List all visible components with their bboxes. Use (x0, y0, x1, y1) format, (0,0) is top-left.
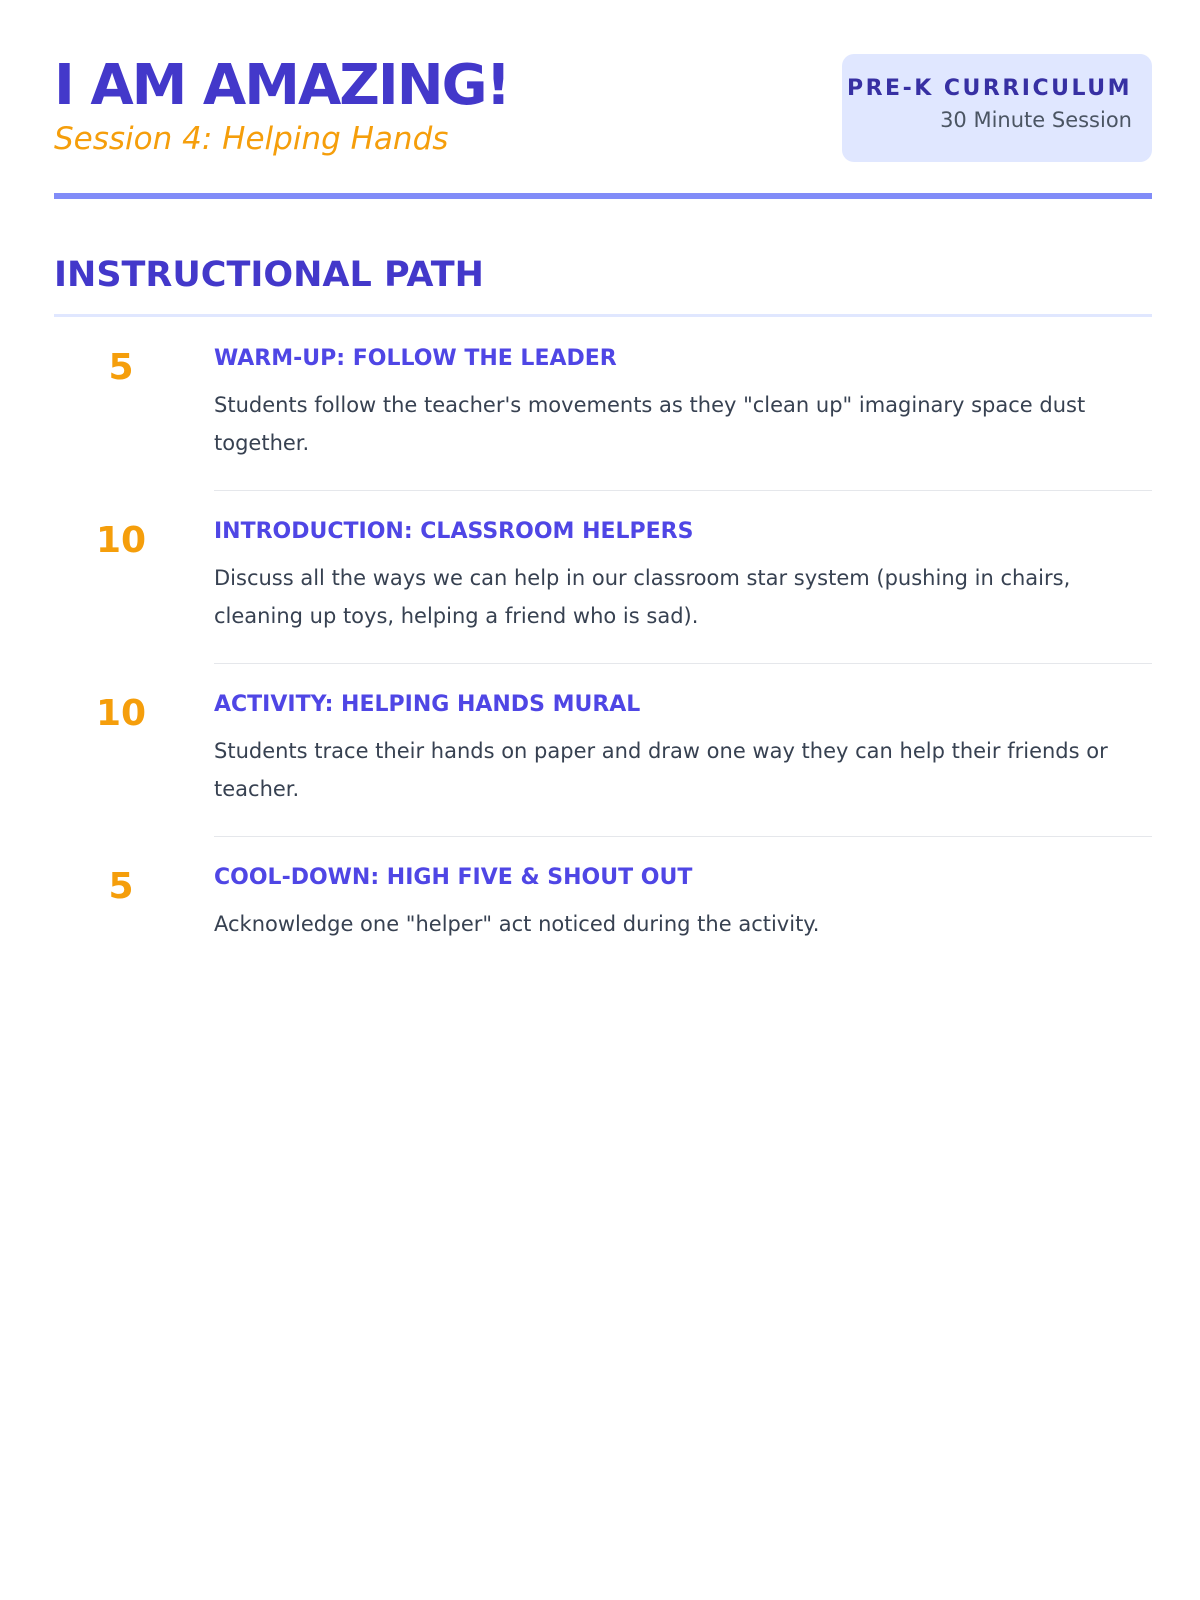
section-title: INSTRUCTIONAL PATH (54, 255, 484, 295)
step-minutes: 5 (108, 866, 134, 907)
lesson-page (54, 0, 1152, 936)
step-body (214, 344, 1152, 462)
header-divider (54, 193, 1152, 199)
page-title: I AM AMAZING! (54, 53, 510, 118)
step-body (214, 690, 1152, 808)
step-item (54, 517, 1152, 663)
step-description: Acknowledge one "helper" act noticed during the activity. (214, 912, 820, 936)
step-item (54, 344, 1152, 490)
step-minutes: 10 (95, 520, 147, 561)
step-minutes: 5 (108, 347, 134, 388)
step-title: COOL-DOWN: HIGH FIVE & SHOUT OUT (214, 865, 693, 890)
section-divider (54, 314, 1152, 317)
step-description: Students follow the teacher's movements as they "clean up" imaginary space dust together. (214, 393, 1086, 455)
step-description: Discuss all the ways we can help in our classroom star system (pushing in chairs, cleaning up toys, helping a friend who is sad). (214, 566, 1071, 628)
step-body (214, 863, 1152, 943)
curriculum-badge (842, 54, 1152, 162)
step-title: INTRODUCTION: CLASSROOM HELPERS (214, 519, 694, 544)
header (54, 0, 1152, 200)
step-item (54, 690, 1152, 836)
step-description: Students trace their hands on paper and draw one way they can help their friends or teacher. (214, 739, 1108, 801)
badge-title: PRE-K CURRICULUM (846, 76, 1132, 101)
step-body (214, 517, 1152, 635)
step-minutes: 10 (95, 693, 147, 734)
step-title: ACTIVITY: HELPING HANDS MURAL (214, 692, 641, 717)
step-title: WARM-UP: FOLLOW THE LEADER (214, 346, 617, 371)
badge-subtitle: 30 Minute Session (940, 108, 1132, 132)
session-subtitle: Session 4: Helping Hands (54, 121, 449, 157)
instructional-steps (54, 344, 1152, 943)
step-item (54, 863, 1152, 943)
